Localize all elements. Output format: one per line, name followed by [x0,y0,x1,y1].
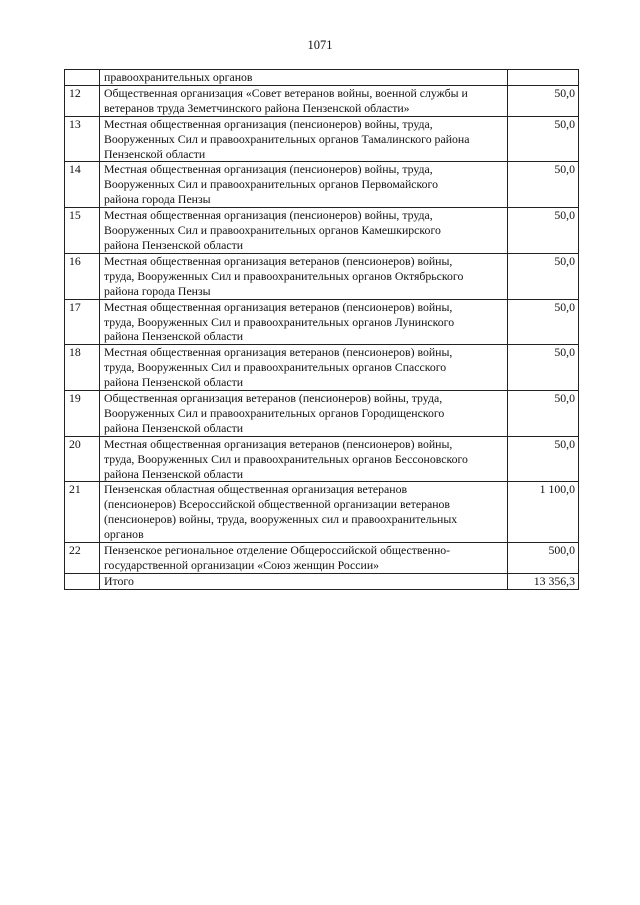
organization-name-line: (пенсионеров) войны, труда, вооруженных сил и правоохранительных [104,512,458,527]
table-row [65,162,579,208]
table-row [65,391,579,437]
organization-name-line: Местная общественная организация ветеранов (пенсионеров) войны, [104,436,453,451]
table-row [65,116,579,162]
organization-name-line: Местная общественная организация (пенсионеров) войны, труда, [104,116,433,131]
organization-name-cell [100,253,508,299]
organization-name-line: Итого [104,573,134,588]
organization-name-line: Вооруженных Сил и правоохранительных органов Первомайского [104,177,438,192]
organization-name-line: Общественная организация «Совет ветеранов войны, военной службы и [104,85,468,100]
organization-name-line: района Пензенской области [104,329,244,344]
table-row [65,253,579,299]
row-number-cell: 18 [65,345,100,391]
organization-name-line: района Пензенской области [104,420,244,435]
row-number-cell: 21 [65,482,100,543]
row-number-cell: 20 [65,436,100,482]
table-row [65,70,579,86]
amount-cell: 50,0 [508,85,579,116]
amount-cell: 50,0 [508,253,579,299]
amount-cell: 50,0 [508,391,579,437]
row-number-cell: 16 [65,253,100,299]
table-row [65,482,579,543]
amount-cell: 1 100,0 [508,482,579,543]
organization-name-line: Местная общественная организация (пенсионеров) войны, труда, [104,162,433,177]
organization-name-line: района Пензенской области [104,375,244,390]
page-number: 1071 [307,38,333,52]
organization-name-cell [100,299,508,345]
organization-name-line: Местная общественная организация ветеранов (пенсионеров) войны, [104,345,453,360]
organization-name-cell [100,482,508,543]
organization-name-cell [100,70,508,86]
organization-name-line: района города Пензы [104,192,211,207]
amount-cell: 50,0 [508,208,579,254]
table-row [65,436,579,482]
organization-name-line: труда, Вооруженных Сил и правоохранительных органов Спасского [104,360,447,375]
organization-name-line: Вооруженных Сил и правоохранительных органов Камешкирского [104,223,441,238]
amount-cell: 50,0 [508,436,579,482]
row-number-cell: 22 [65,543,100,574]
organization-name-line: ветеранов труда Земетчинского района Пензенской области» [104,100,410,115]
amount-cell: 50,0 [508,299,579,345]
allocation-table-body [65,70,579,590]
amount-cell [508,70,579,86]
organization-name-line: района города Пензы [104,283,211,298]
table-row [65,299,579,345]
table-row [65,85,579,116]
allocation-table [64,69,579,590]
organization-name-cell [100,162,508,208]
organization-name-cell [100,345,508,391]
organization-name-cell [100,391,508,437]
row-number-cell: 15 [65,208,100,254]
organization-name-line: Общественная организация ветеранов (пенсионеров) войны, труда, [104,391,443,406]
organization-name-line: государственной организации «Союз женщин России» [104,558,380,572]
row-number-cell: 17 [65,299,100,345]
organization-name-line: (пенсионеров) Всероссийской общественной организации ветеранов [104,497,450,512]
organization-name-cell [100,85,508,116]
organization-name-line: района Пензенской области [104,466,244,481]
row-number-cell [65,70,100,86]
row-number-cell [65,573,100,589]
table-row [65,345,579,391]
table-row [65,543,579,574]
organization-name-line: правоохранительных органов [104,70,253,84]
organization-name-cell [100,208,508,254]
organization-name-line: района Пензенской области [104,237,244,252]
amount-cell: 500,0 [508,543,579,574]
table-row [65,208,579,254]
amount-cell: 50,0 [508,116,579,162]
organization-name-line: труда, Вооруженных Сил и правоохранительных органов Лунинского [104,314,455,329]
amount-cell: 50,0 [508,162,579,208]
organization-name-cell [100,436,508,482]
organization-name-cell [100,116,508,162]
organization-name-cell [100,543,508,574]
organization-name-line: Местная общественная организация (пенсионеров) войны, труда, [104,208,433,223]
row-number-cell: 19 [65,391,100,437]
organization-name-line: Вооруженных Сил и правоохранительных органов Городищенского [104,405,445,420]
organization-name-cell [100,573,508,589]
organization-name-line: Местная общественная организация ветеранов (пенсионеров) войны, [104,253,453,268]
amount-cell: 50,0 [508,345,579,391]
row-number-cell: 14 [65,162,100,208]
row-number-cell: 12 [65,85,100,116]
organization-name-line: органов [104,527,144,542]
organization-name-line: труда, Вооруженных Сил и правоохранительных органов Октябрьского [104,268,464,283]
organization-name-line: Местная общественная организация ветеранов (пенсионеров) войны, [104,299,453,314]
amount-cell: 13 356,3 [508,573,579,589]
organization-name-line: Вооруженных Сил и правоохранительных органов Тамалинского района [104,131,470,146]
organization-name-line: Пензенская областная общественная организация ветеранов [104,482,408,497]
organization-name-line: труда, Вооруженных Сил и правоохранительных органов Бессоновского [104,451,468,466]
table-row [65,573,579,589]
organization-name-line: Пензенской области [104,146,206,161]
row-number-cell: 13 [65,116,100,162]
organization-name-line: Пензенское региональное отделение Общероссийской общественно- [104,543,451,558]
